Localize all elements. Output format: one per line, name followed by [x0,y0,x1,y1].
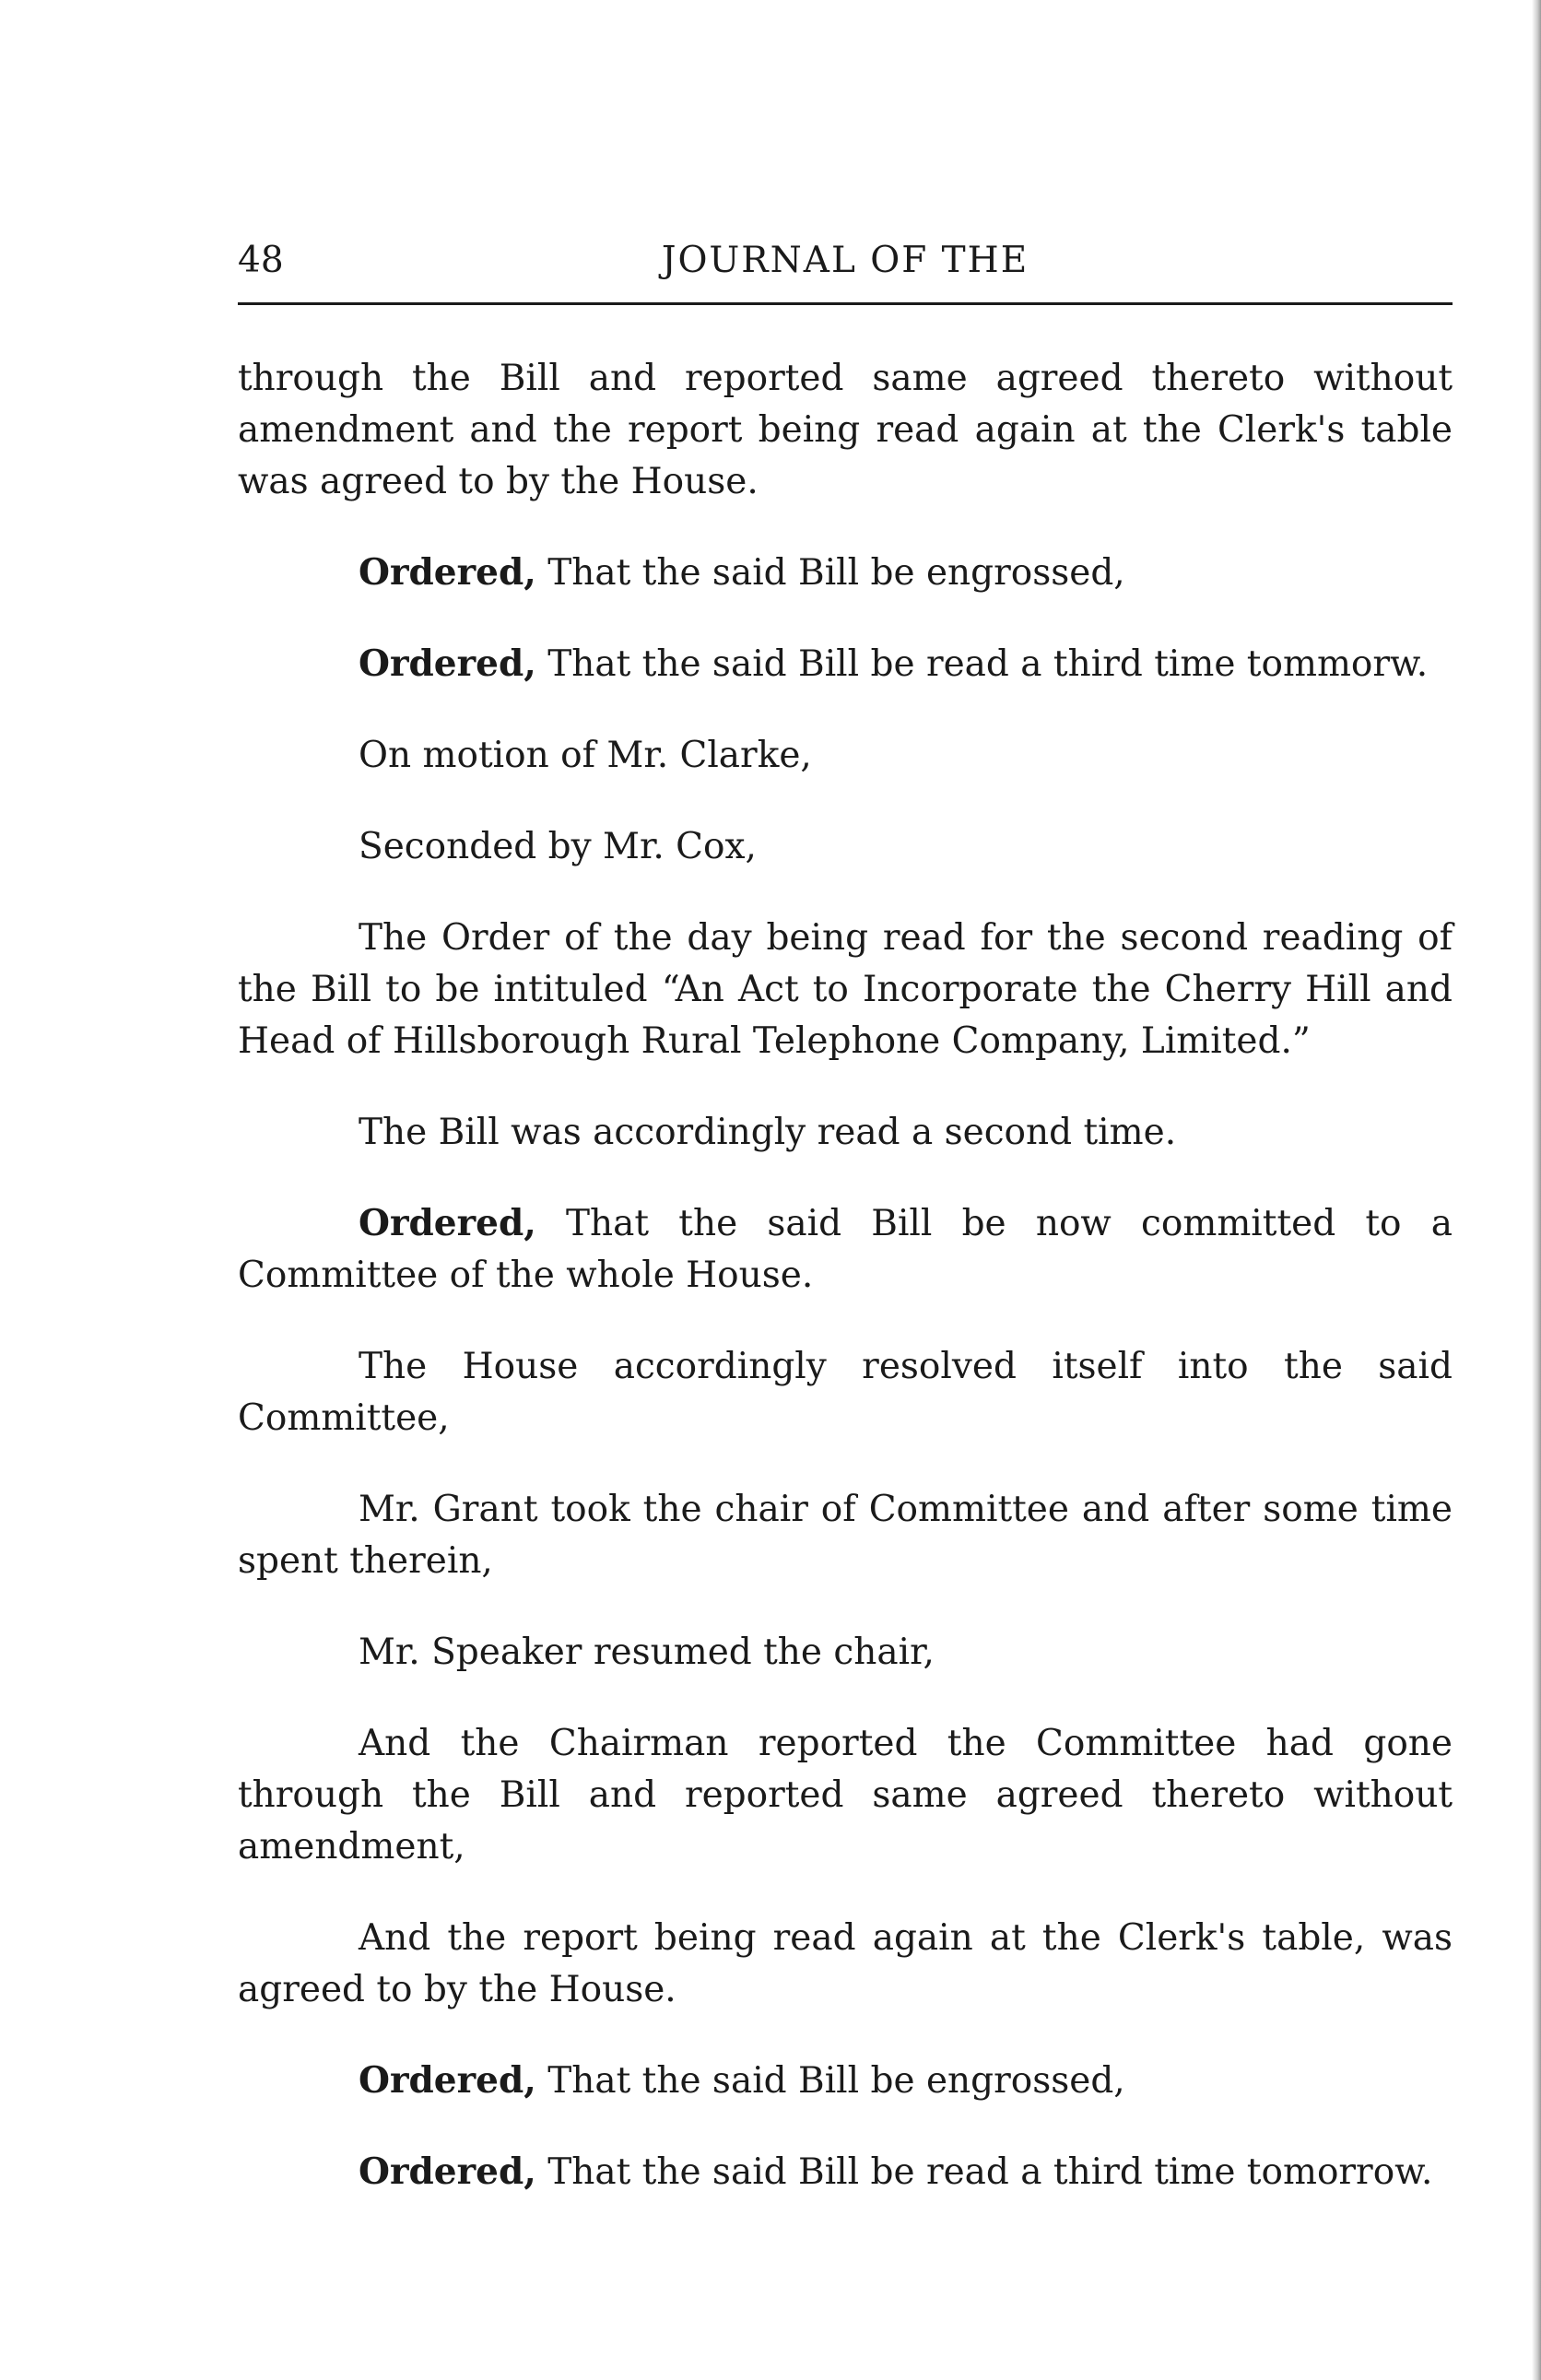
paragraph-lead: Ordered, [359,551,536,594]
paragraph-text: That the said Bill be now committed to a Committee of the whole House. [238,1203,1453,1296]
paragraph [238,638,1453,690]
paragraph-text: That the said Bill be read a third time tomorrow. [535,2151,1433,2193]
paragraph-text: And the report being read again at the Clerk's table, was agreed to by the House. [238,1917,1453,2010]
paragraph [238,1197,1453,1302]
paragraph [238,912,1453,1067]
paragraph-text: That the said Bill be engrossed, [535,2060,1125,2102]
paragraph [238,2055,1453,2107]
paragraph [238,1717,1453,1873]
paragraph [238,1912,1453,2016]
paragraph-lead: Ordered, [359,1202,536,1244]
paragraph-lead: Ordered, [359,2150,536,2193]
paragraph-lead: Ordered, [359,642,536,685]
running-head: JOURNAL OF THE [661,240,1029,281]
paragraph [238,729,1453,782]
paragraph [238,820,1453,873]
paragraph [238,1483,1453,1587]
header-rule [238,302,1453,305]
page-number: 48 [238,240,284,281]
paragraph-text: And the Chairman reported the Committee had gone through the Bill and reported same agreed thereto without amendment, [238,1723,1453,1867]
paragraph-text: The House accordingly resolved itself into the said Committee, [238,1346,1453,1439]
paragraph-text: through the Bill and reported same agreed thereto without amendment and the report being read again at the Clerk's table was agreed to by the House. [238,358,1453,502]
paragraph [238,2146,1453,2198]
page-header [238,238,1453,284]
paragraph-text: The Bill was accordingly read a second time. [359,1112,1177,1153]
paragraph [238,1340,1453,1444]
paragraph-text: Mr. Speaker resumed the chair, [359,1632,935,1673]
page-body [238,352,1453,2237]
page-edge-shadow [1532,0,1541,2380]
paragraph-lead: Ordered, [359,2059,536,2102]
paragraph-text: That the said Bill be engrossed, [535,552,1125,594]
paragraph-text: Seconded by Mr. Cox, [359,826,757,867]
paragraph [238,1106,1453,1159]
paragraph-text: On motion of Mr. Clarke, [359,735,812,776]
paragraph [238,547,1453,599]
paragraph-text: The Order of the day being read for the second reading of the Bill to be intituled “An Act to Incorporate the Cherry Hill and Head of Hillsborough Rural Telephone Company, Limited.” [238,917,1453,1062]
paragraph-text: Mr. Grant took the chair of Committee and after some time spent therein, [238,1489,1453,1582]
paragraph-text: That the said Bill be read a third time tommorw. [535,643,1429,685]
paragraph [238,1626,1453,1679]
paragraph [238,352,1453,508]
